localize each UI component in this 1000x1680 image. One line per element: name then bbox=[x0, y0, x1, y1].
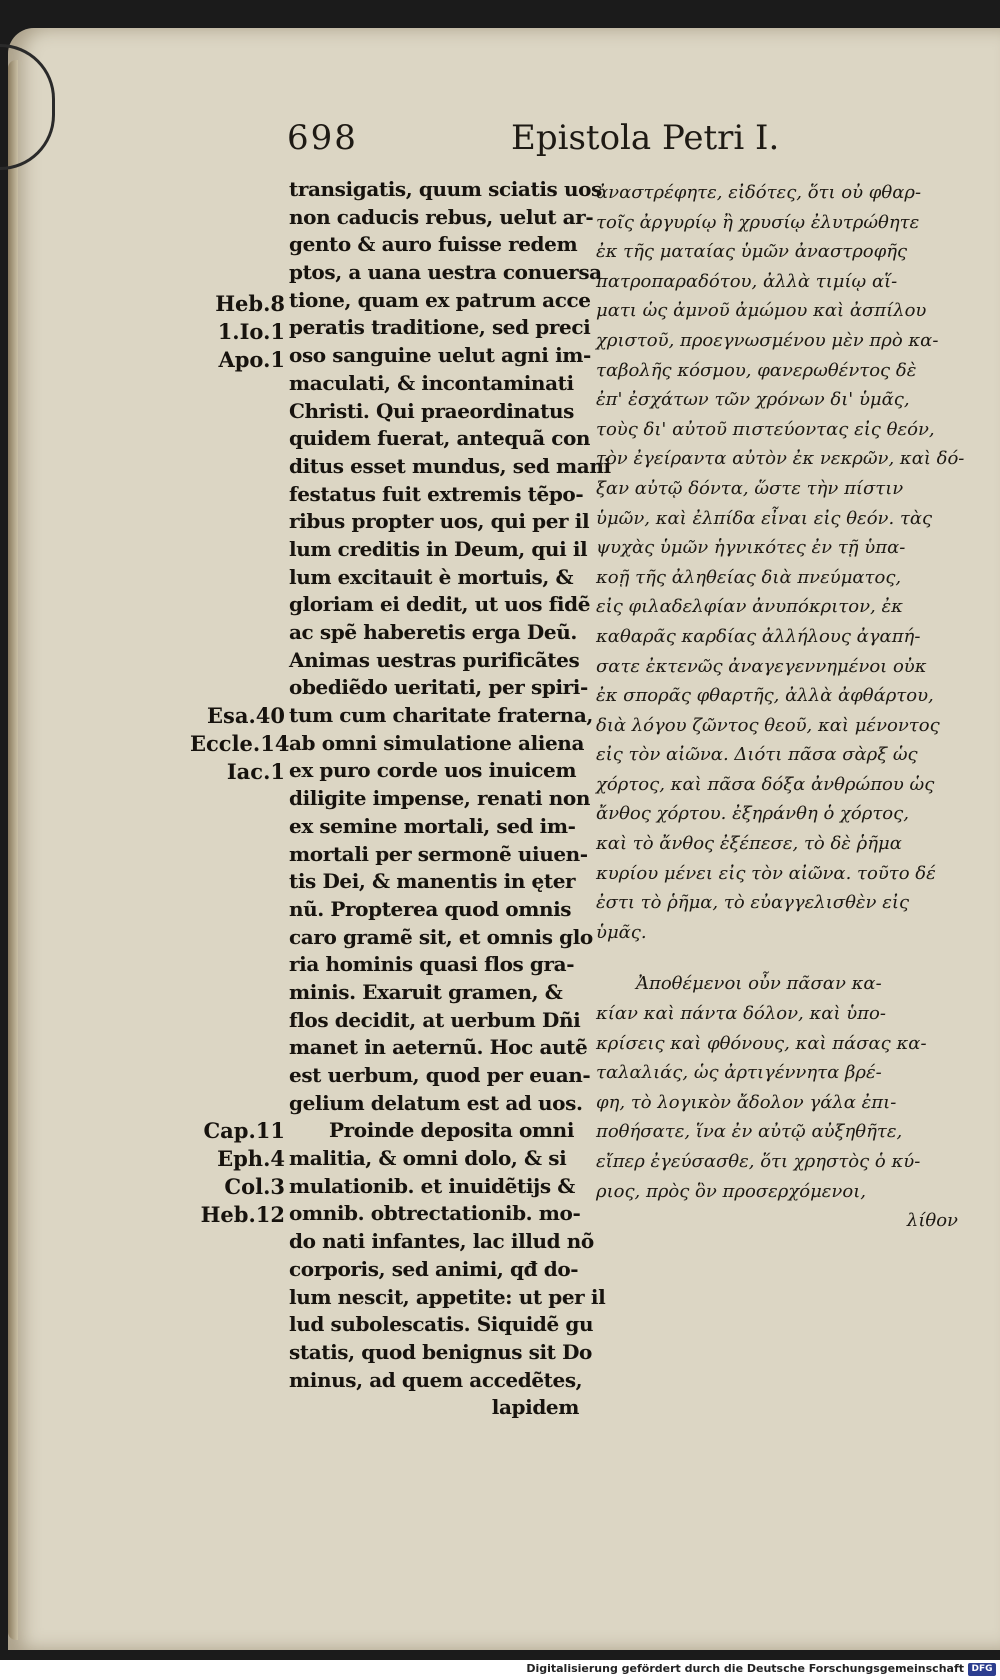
latin-line: minus, ad quem accedẽtes, bbox=[289, 1367, 583, 1392]
greek-line: διὰ λόγου ζῶντος θεοῦ, καὶ μένοντος bbox=[596, 714, 940, 736]
latin-line: diligite impense, renati non bbox=[289, 786, 590, 811]
latin-line: tis Dei, & manentis in ęter bbox=[289, 869, 576, 894]
greek-line: καθαρᾶς καρδίας ἀλλήλους ἀγαπή- bbox=[596, 625, 921, 647]
greek-line: ἄνθος χόρτου. ἐξηράνθη ὁ χόρτος, bbox=[596, 803, 909, 825]
greek-line: εἴπερ ἐγεύσασθε, ὅτι χρηστὸς ὁ κύ- bbox=[596, 1151, 921, 1172]
latin-line: Christi. Qui praeordinatus bbox=[289, 398, 574, 423]
page-title: Epistola Petri I. bbox=[511, 118, 780, 158]
greek-line: ματι ὡς ἀμνοῦ ἀμώμου καὶ ἀσπίλου bbox=[596, 300, 927, 322]
greek-line: ψυχὰς ὑμῶν ἡγνικότες ἐν τῇ ὑπα- bbox=[596, 537, 906, 559]
greek-line: ξαν αὐτῷ δόντα, ὥστε τὴν πίστιν bbox=[596, 477, 904, 499]
margin-note: Heb.8 bbox=[215, 291, 285, 316]
latin-line: Proinde deposita omni bbox=[329, 1118, 575, 1143]
latin-line: corporis, sed animi, qđ do- bbox=[289, 1256, 579, 1281]
margin-note: Heb.12 bbox=[200, 1202, 285, 1227]
latin-line: ex puro corde uos inuicem bbox=[289, 758, 577, 783]
latin-line: mulationib. et inuidẽtijs & bbox=[289, 1173, 575, 1198]
latin-line: gento & auro fuisse redem bbox=[289, 232, 578, 257]
greek-line: κίαν καὶ πάντα δόλον, καὶ ὑπο- bbox=[596, 1003, 886, 1025]
greek-line: ἐκ τῆς ματαίας ὑμῶν ἀναστροφῆς bbox=[596, 241, 908, 263]
margin-note: Eccle.14 bbox=[190, 731, 290, 756]
latin-line: lum creditis in Deum, qui il bbox=[289, 536, 588, 561]
latin-line: transigatis, quum sciatis uos bbox=[289, 177, 602, 201]
greek-line: ταβολῆς κόσμου, φανερωθέντος δὲ bbox=[596, 359, 917, 381]
greek-line: τοῖς ἀργυρίῳ ἢ χρυσίῳ ἐλυτρώθητε bbox=[596, 211, 920, 233]
latin-line: tione, quam ex patrum acce bbox=[289, 287, 591, 312]
greek-line: κρίσεις καὶ φθόνους, καὶ πάσας κα- bbox=[596, 1032, 927, 1054]
greek-line: ὑμῶν, καὶ ἐλπίδα εἶναι εἰς θεόν. τὰς bbox=[596, 507, 933, 529]
latin-line: gloriam ei dedit, ut uos fidẽ bbox=[289, 592, 591, 617]
latin-line: mortali per sermonẽ uiuen- bbox=[289, 841, 588, 866]
latin-line: peratis traditione, sed preci bbox=[289, 315, 591, 340]
footer-credit: Digitalisierung gefördert durch die Deutsche Forschungsgemeinschaft bbox=[526, 1662, 964, 1675]
latin-line: tum cum charitate fraterna, bbox=[289, 703, 593, 728]
margin-note: Col.3 bbox=[224, 1174, 285, 1199]
paragraph-gap bbox=[596, 947, 976, 969]
greek-line: ὑμᾶς. bbox=[596, 921, 647, 943]
greek-line: ἐκ σπορᾶς φθαρτῆς, ἀλλὰ ἀφθάρτου, bbox=[596, 685, 934, 707]
margin-note: 1.Io.1 bbox=[217, 319, 285, 344]
latin-line: lapidem bbox=[491, 1395, 579, 1420]
greek-column bbox=[596, 178, 976, 1236]
latin-line: ptos, a uana uestra conuersa bbox=[289, 260, 602, 285]
greek-line: ἀναστρέφητε, εἰδότες, ὅτι οὐ φθαρ- bbox=[596, 182, 922, 203]
latin-line: quidem fuerat, antequã con bbox=[289, 426, 591, 451]
greek-line: κοῇ τῆς ἀληθείας διὰ πνεύματος, bbox=[596, 566, 902, 588]
margin-note: Cap.11 bbox=[203, 1118, 285, 1143]
latin-line: minis. Exaruit gramen, & bbox=[289, 979, 563, 1004]
latin-line: statis, quod benignus sit Do bbox=[289, 1339, 592, 1364]
dfg-logo: DFG bbox=[968, 1663, 996, 1676]
margin-note: Esa.40 bbox=[207, 703, 285, 728]
latin-line: lud subolescatis. Siquidẽ gu bbox=[289, 1312, 594, 1337]
latin-line: ribus propter uos, qui per il bbox=[289, 509, 590, 534]
margin-note: Iac.1 bbox=[226, 759, 285, 784]
footer bbox=[0, 1660, 1000, 1680]
margin-note: Eph.4 bbox=[217, 1146, 285, 1171]
latin-line: lum nescit, appetite: ut per il bbox=[289, 1284, 606, 1309]
page-number: 698 bbox=[287, 118, 358, 158]
latin-column bbox=[289, 176, 611, 1422]
latin-line: oso sanguine uelut agni im- bbox=[289, 343, 591, 368]
greek-line: λίθον bbox=[906, 1210, 958, 1232]
greek-line: κυρίου μένει εἰς τὸν αἰῶνα. τοῦτο δέ bbox=[596, 862, 936, 884]
greek-line: Ἀποθέμενοι οὖν πᾶσαν κα- bbox=[636, 973, 882, 995]
latin-line: caro gramẽ sit, et omnis glo bbox=[289, 924, 593, 949]
greek-line: τοὺς δι' αὐτοῦ πιστεύοντας εἰς θεόν, bbox=[596, 418, 935, 440]
latin-line: manet in aeternũ. Hoc autẽ bbox=[289, 1035, 588, 1060]
greek-line: ἐπ' ἐσχάτων τῶν χρόνων δι' ὑμᾶς, bbox=[596, 389, 910, 411]
latin-line: omnib. obtrectationib. mo- bbox=[289, 1201, 581, 1226]
running-head bbox=[287, 118, 807, 168]
latin-line: do nati infantes, lac illud nõ bbox=[289, 1229, 594, 1254]
greek-line: εἰς τὸν αἰῶνα. Διότι πᾶσα σὰρξ ὡς bbox=[596, 744, 918, 766]
latin-line: obediẽdo ueritati, per spiri- bbox=[289, 675, 588, 700]
greek-line: χόρτος, καὶ πᾶσα δόξα ἀνθρώπου ὡς bbox=[596, 773, 935, 795]
latin-line: ria hominis quasi flos gra- bbox=[289, 952, 575, 977]
latin-line: nũ. Propterea quod omnis bbox=[289, 896, 572, 921]
greek-line: εἰς φιλαδελφίαν ἀνυπόκριτον, ἐκ bbox=[596, 596, 903, 618]
greek-line: φη, τὸ λογικὸν ἄδολον γάλα ἐπι- bbox=[596, 1091, 897, 1113]
greek-line: χριστοῦ, προεγνωσμένου μὲν πρὸ κα- bbox=[596, 329, 939, 351]
latin-line: Animas uestras purificãtes bbox=[289, 647, 580, 672]
latin-line: festatus fuit extremis tẽpo- bbox=[289, 481, 584, 506]
latin-line: est uerbum, quod per euan- bbox=[289, 1063, 591, 1087]
latin-line: lum excitauit è mortuis, & bbox=[289, 564, 574, 589]
greek-line: τὸν ἐγείραντα αὐτὸν ἐκ νεκρῶν, καὶ δό- bbox=[596, 448, 965, 470]
greek-line: σατε ἐκτενῶς ἀναγεγεννημένοι οὐκ bbox=[596, 655, 927, 677]
latin-line: ab omni simulatione aliena bbox=[289, 730, 585, 755]
latin-line: ac spẽ haberetis erga Deũ. bbox=[289, 620, 577, 644]
latin-line: maculati, & incontaminati bbox=[289, 370, 574, 395]
latin-line: flos decidit, at uerbum Dñi bbox=[289, 1007, 581, 1032]
greek-line: ταλαλιάς, ὡς ἀρτιγέννητα βρέ- bbox=[596, 1062, 882, 1084]
greek-line: ποθήσατε, ἵνα ἐν αὐτῷ αὐξηθῆτε, bbox=[596, 1121, 903, 1143]
greek-line: καὶ τὸ ἄνθος ἐξέπεσε, τὸ δὲ ῥῆμα bbox=[596, 833, 902, 855]
greek-line: ριος, πρὸς ὃν προσερχόμενοι, bbox=[596, 1180, 866, 1202]
greek-line: ἐστι τὸ ῥῆμα, τὸ εὐαγγελισθὲν εἰς bbox=[596, 892, 910, 914]
latin-line: ditus esset mundus, sed mani bbox=[289, 453, 611, 478]
greek-line: πατροπαραδότου, ἀλλὰ τιμίῳ αἵ- bbox=[596, 270, 898, 292]
latin-line: ex semine mortali, sed im- bbox=[289, 813, 576, 838]
latin-line: malitia, & omni dolo, & si bbox=[289, 1146, 567, 1171]
page-edge bbox=[8, 60, 18, 1640]
latin-line: gelium delatum est ad uos. bbox=[289, 1090, 583, 1115]
margin-note: Apo.1 bbox=[218, 347, 285, 372]
latin-line: non caducis rebus, uelut ar- bbox=[289, 204, 594, 229]
